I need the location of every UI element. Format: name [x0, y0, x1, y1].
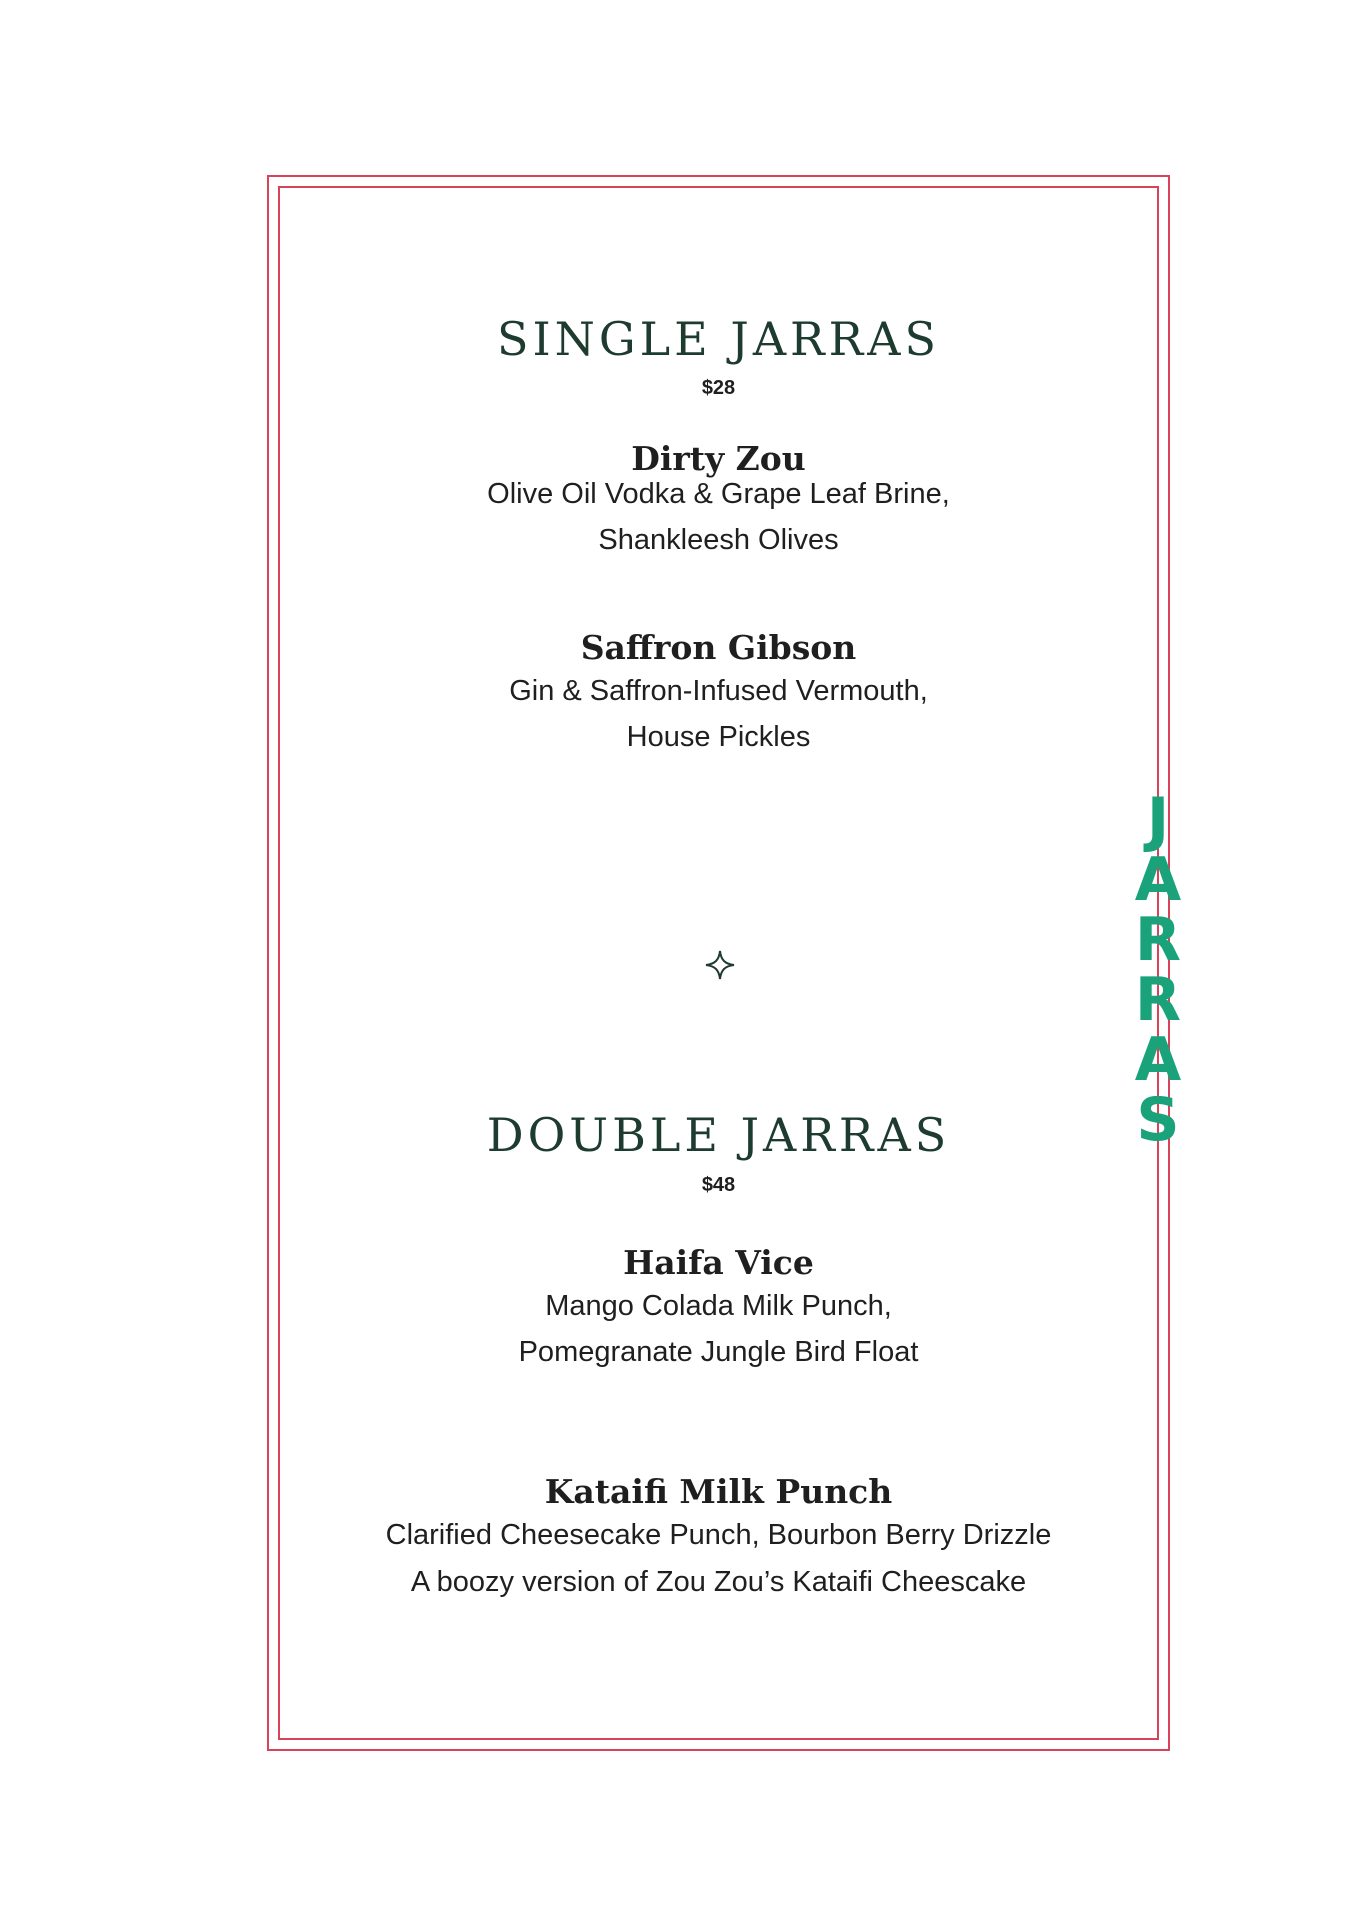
- side-label-letter: S: [1136, 1085, 1180, 1155]
- side-label-letter: J: [1146, 785, 1170, 855]
- item-desc-saffron-gibson-line1: Gin & Saffron-Infused Vermouth,: [509, 675, 928, 707]
- side-label-jarras: [1128, 785, 1188, 1155]
- item-desc-saffron-gibson-line2: House Pickles: [626, 721, 811, 753]
- double-jarras-price: $48: [701, 1174, 736, 1196]
- item-name-dirty-zou: Dirty Zou: [631, 439, 806, 478]
- menu-content: [278, 186, 1159, 1740]
- item-desc-haifa-vice-line1: Mango Colada Milk Punch,: [545, 1290, 892, 1322]
- item-desc-kataifi-milk-punch-line2: A boozy version of Zou Zou’s Kataifi Cheescake: [410, 1566, 1027, 1598]
- single-jarras-price: $28: [701, 377, 736, 399]
- item-desc-dirty-zou-line1: Olive Oil Vodka & Grape Leaf Brine,: [487, 478, 950, 510]
- item-desc-dirty-zou-line2: Shankleesh Olives: [598, 524, 839, 556]
- single-jarras-title: SINGLE JARRAS: [496, 312, 941, 366]
- side-label-letter: R: [1134, 905, 1182, 975]
- side-label-letter: R: [1134, 965, 1182, 1035]
- side-label-letter: A: [1134, 1025, 1182, 1095]
- item-desc-kataifi-milk-punch-line1: Clarified Cheesecake Punch, Bourbon Berry Drizzle: [385, 1519, 1052, 1551]
- double-jarras-title: DOUBLE JARRAS: [486, 1108, 951, 1162]
- four-point-star-icon: [703, 948, 737, 982]
- item-name-haifa-vice: Haifa Vice: [623, 1243, 814, 1282]
- item-name-saffron-gibson: Saffron Gibson: [580, 628, 857, 667]
- side-label-letter: A: [1134, 845, 1182, 915]
- item-name-kataifi-milk-punch: Kataifi Milk Punch: [544, 1472, 893, 1511]
- item-desc-haifa-vice-line2: Pomegranate Jungle Bird Float: [518, 1336, 919, 1368]
